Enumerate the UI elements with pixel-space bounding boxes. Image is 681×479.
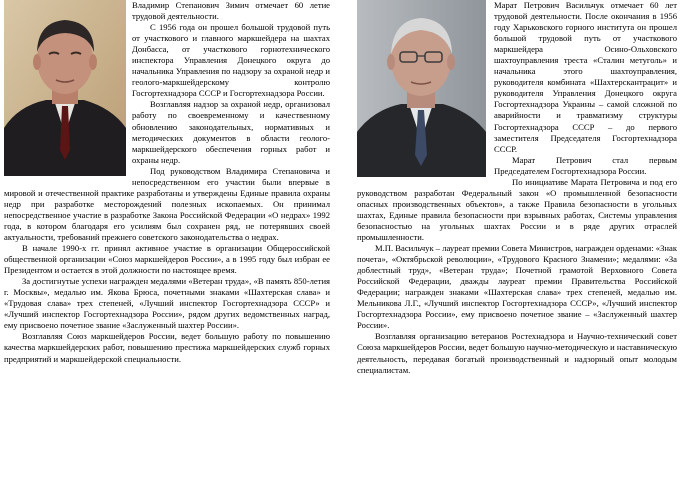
paragraph: С 1956 года он прошел большой трудовой путь от участкового и главного маркшейдера на шахтах Донбасса, от участкового горнотехнического инспектора Управления Донецкого округа до начальника Управления по надзору за охраной недр и геолого-маркшейдерскому контролю Госгортехнадзора СССР и Госгортехнадзора России.: [132, 22, 330, 99]
paragraph: Возглавляя надзор за охраной недр, организовал работу по своевременному и качественному обновлению законодательных, нормативных и методических документов в области геолого-маркшейдерского обеспечения горных работ и охраны недр.: [132, 99, 330, 165]
portrait-photo-zimich: [4, 0, 126, 176]
paragraph: Владимир Степанович Зимич отмечает 60 летие трудовой деятельности.: [132, 0, 330, 22]
paragraph: Возглавляя Союз маркшейдеров России, ведет большую работу по повышению качества маркшейдерских работ, повышению престижа маркшейдерских служб горных предприятий и маркшейдерской специальности.: [4, 331, 330, 364]
paragraph: Под руководством Владимира Степановича и непосредственном его участии были впервые в мировой и отечественной практике разработаны и утверждены Единые правила охраны недр при разработке месторождений полезных ископаемых. Он принимал непосредственное участие в разработке Закона Российской Федерации «О недрах» 1992 года, в котором благодаря его усилиям был сохранен ряд, не потерявших своей актуальности, требований прежнего советского законодательства о недрах.: [4, 165, 330, 242]
portrait-photo-vasilchuk: [357, 0, 486, 177]
paragraph: В начале 1990-х гг. принял активное участие в организации Общероссийской общественной организации «Союз маркшейдеров России», а в 1995 году был избран ее Президентом и остается в этой должности по настоящее время.: [4, 243, 330, 276]
right-column: [357, 0, 677, 376]
paragraph: По инициативе Марата Петровича и под его руководством разработан Федеральный закон «О промышленной безопасности опасных производственных объектов», а также Правила безопасности в угольных шахтах, Единые правила безопасности при взрывных работах, Системы управления безопасностью на угольных шахтах России и в ряде других отраслей промышленности.: [357, 176, 677, 242]
portrait-zimich-image: [4, 0, 126, 176]
portrait-vasilchuk-image: [357, 0, 486, 177]
left-column: [4, 0, 330, 365]
paragraph: Марат Петрович Васильчук отмечает 60 лет трудовой деятельности. После окончания в 1956 году Харьковского горного института он прошел большой трудовой путь от участкового маркшейдера Осино-Ольховского шахтоуправления треста «Сталин метуголь» и начальника этого шахтоуправления, руководителя комбината «Шахтерскантрацит» и руководителя Управления Донецкого округа Госгортехнадзора Украины – самой сложной по аварийности и травматизму структуры Госгортехнадзора СССР – до первого заместителя Председателя Госгортехнадзора СССР.: [494, 0, 677, 154]
paragraph: Марат Петрович стал первым Председателем Госгортехнадзора России.: [494, 154, 677, 176]
paragraph: Возглавляя организацию ветеранов Ростехнадзора и Научно-технический совет Союза маркшейдеров России, ведет большую научно-методическую и наставническую деятельность, передавая богатый производственный и надзорный опыт молодым специалистам.: [357, 331, 677, 375]
paragraph: М.П. Васильчук – лауреат премии Совета Министров, награжден орденами: «Знак почета», «Октябрьской революции», «Трудового Красного Знамени»; медалями: «За доблестный труд», «Ветеран труда»; Почетной грамотой Верховного Совета Российской Федерации, дважды лауреат премии Правительства Российской Федерации; награжден знаками «Шахтерская слава» трех степеней, медалью им. Мельникова Л.Г., «Лучший инспектор Госгортехнадзора СССР», «Лучший инспектор Госгортехнадзора России», ему присвоено почетное звание – «Заслуженный шахтер России».: [357, 243, 677, 331]
paragraph: За достигнутые успехи награжден медалями «Ветеран труда», «В память 850-летия г. Москвы», медалью им. Якова Брюса, почетными знаками «Шахтерская слава» и «Трудовая слава» трех степеней, «Лучший инспектор Госгортехнадзора СССР» и «Лучший инспектор Госгортехнадзора России», рядом других ведомственных наград, ему присвоено почетное звание «Заслуженный шахтер России».: [4, 276, 330, 331]
